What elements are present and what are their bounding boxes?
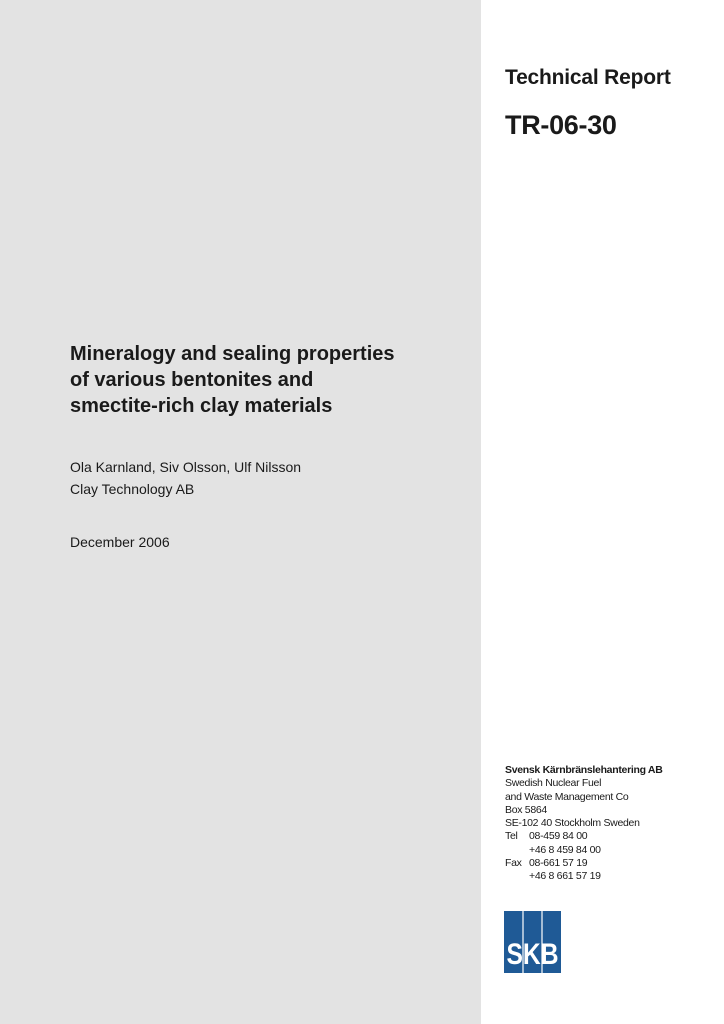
publisher-address	[505, 764, 663, 884]
address-line: Swedish Nuclear Fuel	[505, 777, 602, 790]
skb-logo-icon	[504, 911, 561, 973]
author-block	[70, 456, 301, 500]
title-line: Mineralogy and sealing properties	[70, 343, 395, 365]
fax-row-international	[505, 870, 663, 883]
address-line: Box 5864	[505, 803, 547, 816]
address-line: SE-102 40 Stockholm Sweden	[505, 817, 640, 830]
fax-label: Fax	[505, 857, 522, 870]
title-line: of various bentonites and	[70, 369, 314, 391]
fax-number-international: +46 8 661 57 19	[529, 870, 601, 883]
tel-number-international: +46 8 459 84 00	[529, 843, 601, 856]
tel-row	[505, 830, 663, 843]
title-line: smectite-rich clay materials	[70, 395, 333, 417]
affiliation: Clay Technology AB	[70, 481, 195, 497]
report-title	[70, 341, 460, 419]
report-number: TR-06-30	[505, 110, 617, 140]
publisher-name: Svensk Kärnbränslehantering AB	[505, 764, 663, 776]
fax-number: 08-661 57 19	[529, 857, 588, 870]
address-line: and Waste Management Co	[505, 790, 629, 803]
publication-date: December 2006	[70, 534, 170, 550]
logo-text: SKB	[506, 938, 559, 971]
tel-number: 08-459 84 00	[529, 830, 588, 843]
fax-row	[505, 857, 663, 870]
tel-row-international	[505, 844, 663, 857]
tel-label: Tel	[505, 830, 518, 843]
report-type: Technical Report	[505, 66, 671, 89]
authors: Ola Karnland, Siv Olsson, Ulf Nilsson	[70, 459, 302, 475]
